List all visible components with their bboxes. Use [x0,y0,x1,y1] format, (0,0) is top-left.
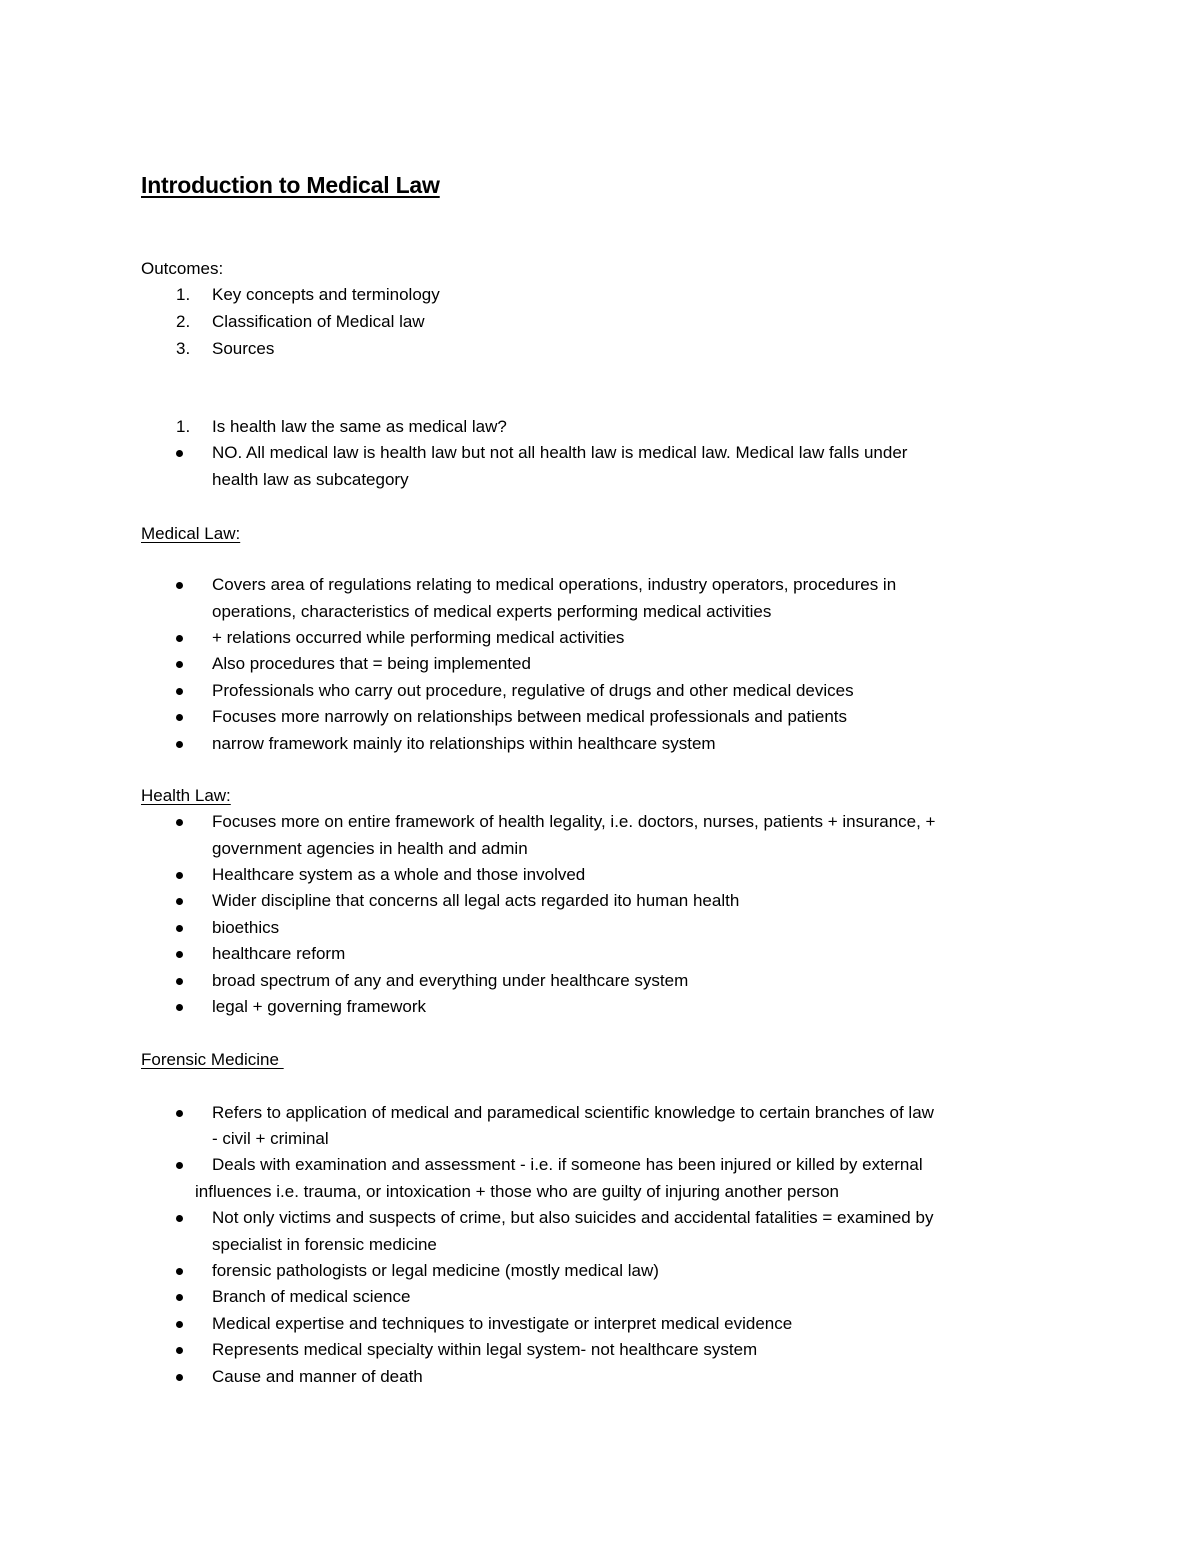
bullet-icon [176,1162,183,1169]
health-law-line: healthcare reform [212,944,346,963]
bullet-icon [176,741,183,748]
bullet-icon [176,450,183,457]
medical-law-line: narrow framework mainly ito relationships within healthcare system [212,734,716,753]
bullet-icon [176,1347,183,1354]
bullet-icon [176,978,183,985]
answer-line: NO. All medical law is health law but not all health law is medical law. Medical law falls under [212,443,908,462]
bullet-icon [176,1215,183,1222]
bullet-icon [176,819,183,826]
bullet-icon [176,635,183,642]
forensic-line: - civil + criminal [212,1129,329,1148]
forensic-line: influences i.e. trauma, or intoxication + those who are guilty of injuring another person [195,1182,840,1201]
outcome-number: 3. [176,339,191,358]
bullet-icon [176,1268,183,1275]
bullet-icon [176,688,183,695]
bullet-icon [176,898,183,905]
outcome-number: 1. [176,285,191,304]
outcomes-label: Outcomes: [141,259,224,278]
health-law-line: broad spectrum of any and everything under healthcare system [212,971,689,990]
outcome-item: Classification of Medical law [212,312,425,331]
bullet-icon [176,1004,183,1011]
forensic-line: Deals with examination and assessment - i.e. if someone has been injured or killed by external [212,1155,923,1174]
forensic-line: Branch of medical science [212,1287,411,1306]
answer-line: health law as subcategory [212,470,409,489]
medical-law-line: operations, characteristics of medical experts performing medical activities [212,602,772,621]
forensic-line: Cause and manner of death [212,1367,423,1386]
health-law-line: Focuses more on entire framework of health legality, i.e. doctors, nurses, patients + insurance, + [212,812,936,831]
question-number: 1. [176,417,191,436]
forensic-line: specialist in forensic medicine [212,1235,437,1254]
forensic-line: Refers to application of medical and paramedical scientific knowledge to certain branches of law [212,1103,934,1122]
bullet-icon [176,925,183,932]
bullet-icon [176,1374,183,1381]
bullet-icon [176,1294,183,1301]
outcome-number: 2. [176,312,191,331]
document-title: Introduction to Medical Law [141,172,440,198]
medical-law-line: Professionals who carry out procedure, regulative of drugs and other medical devices [212,681,854,700]
health-law-line: government agencies in health and admin [212,839,528,858]
health-law-heading: Health Law: [141,786,231,805]
medical-law-line: Also procedures that = being implemented [212,654,531,673]
medical-law-line: + relations occurred while performing medical activities [212,628,625,647]
health-law-line: Wider discipline that concerns all legal acts regarded ito human health [212,891,740,910]
health-law-line: bioethics [212,918,280,937]
forensic-medicine-heading: Forensic Medicine [141,1050,284,1069]
bullet-icon [176,714,183,721]
bullet-icon [176,661,183,668]
bullet-icon [176,582,183,589]
question-text: Is health law the same as medical law? [212,417,507,436]
health-law-line: legal + governing framework [212,997,427,1016]
forensic-line: Not only victims and suspects of crime, but also suicides and accidental fatalities = examined by [212,1208,934,1227]
medical-law-heading: Medical Law: [141,524,241,543]
bullet-icon [176,872,183,879]
forensic-line: Medical expertise and techniques to investigate or interpret medical evidence [212,1314,793,1333]
medical-law-line: Covers area of regulations relating to medical operations, industry operators, procedures in [212,575,897,594]
outcome-item: Sources [212,339,275,358]
health-law-line: Healthcare system as a whole and those involved [212,865,586,884]
medical-law-line: Focuses more narrowly on relationships between medical professionals and patients [212,707,848,726]
forensic-line: forensic pathologists or legal medicine (mostly medical law) [212,1261,659,1280]
bullet-icon [176,1110,183,1117]
forensic-line: Represents medical specialty within legal system- not healthcare system [212,1340,758,1359]
outcome-item: Key concepts and terminology [212,285,440,304]
bullet-icon [176,1321,183,1328]
bullet-icon [176,951,183,958]
